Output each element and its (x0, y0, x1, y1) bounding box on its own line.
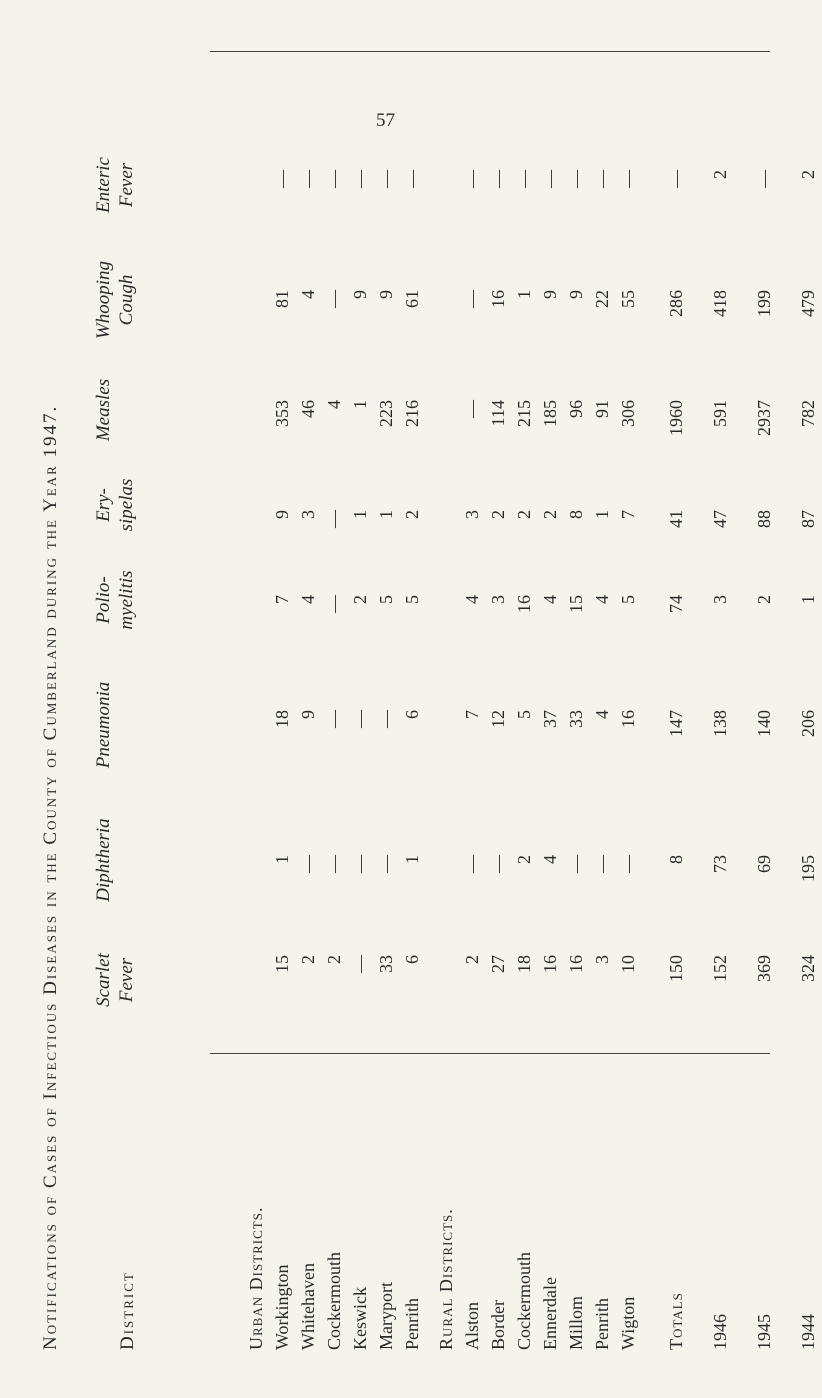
cell-whooping: 9 (540, 290, 560, 299)
cell-pneumonia: 138 (710, 710, 730, 737)
cell-pneumonia: 206 (798, 710, 818, 737)
cell-measles: 223 (376, 400, 396, 427)
row-label: Cockermouth (514, 1252, 534, 1350)
cell-ery: 2 (488, 510, 508, 519)
cell-polio: 4 (540, 595, 560, 604)
cell-measles: 306 (618, 400, 638, 427)
cell-measles: 1960 (666, 400, 686, 436)
row-label: Workington (272, 1264, 292, 1350)
cell-measles: 782 (798, 400, 818, 427)
cell-diphtheria: 2 (514, 855, 534, 864)
row-label: Border (488, 1300, 508, 1350)
cell-scarlet: 27 (488, 955, 508, 973)
cell-measles: 4 (324, 400, 344, 409)
row-label: Penrith (402, 1298, 422, 1350)
cell-pneumonia: 12 (488, 710, 508, 728)
cell-enteric: — (618, 170, 638, 188)
section-label: Urban Districts. (246, 1206, 266, 1350)
cell-measles: 185 (540, 400, 560, 427)
cell-whooping: 286 (666, 290, 686, 317)
header-erysipelas: Ery-sipelas (93, 478, 137, 532)
row-label: Ennerdale (540, 1277, 560, 1350)
cell-whooping: — (462, 290, 482, 308)
cell-pneumonia: — (350, 710, 370, 728)
row-label: Totals (666, 1292, 686, 1350)
cell-scarlet: 152 (710, 955, 730, 982)
cell-polio: 3 (710, 595, 730, 604)
table-row (514, 50, 538, 1350)
cell-whooping: 9 (350, 290, 370, 299)
row-label: Millom (566, 1295, 586, 1350)
table-row (754, 50, 778, 1350)
cell-ery: 2 (514, 510, 534, 519)
cell-polio: 4 (298, 595, 318, 604)
section-heading (436, 50, 460, 1350)
cell-diphtheria: 8 (666, 855, 686, 864)
cell-whooping: 4 (298, 290, 318, 299)
cell-whooping: 1 (514, 290, 534, 299)
cell-whooping: 16 (488, 290, 508, 308)
cell-scarlet: 2 (462, 955, 482, 964)
cell-polio: 15 (566, 595, 586, 613)
cell-whooping: 55 (618, 290, 638, 308)
cell-enteric: — (540, 170, 560, 188)
cell-scarlet: 2 (324, 955, 344, 964)
cell-whooping: 61 (402, 290, 422, 308)
cell-ery: 2 (402, 510, 422, 519)
cell-enteric: — (402, 170, 422, 188)
cell-enteric: — (754, 170, 774, 188)
row-label: Maryport (376, 1282, 396, 1350)
header-diphtheria: Diphtheria (93, 818, 114, 902)
cell-diphtheria: — (324, 855, 344, 873)
cell-ery: 47 (710, 510, 730, 528)
cell-pneumonia: 18 (272, 710, 292, 728)
cell-enteric: — (350, 170, 370, 188)
cell-polio: 4 (462, 595, 482, 604)
page-number: 57 (376, 110, 395, 131)
cell-diphtheria: — (618, 855, 638, 873)
table-row (462, 50, 486, 1350)
header-district: District (117, 1271, 138, 1350)
section-label: Rural Districts. (436, 1208, 456, 1350)
cell-measles: 353 (272, 400, 292, 427)
cell-measles: — (462, 400, 482, 418)
row-label: 1946 (710, 1314, 730, 1350)
cell-diphtheria: 1 (272, 855, 292, 864)
cell-enteric: — (514, 170, 534, 188)
row-label: Keswick (350, 1287, 370, 1350)
cell-enteric: — (376, 170, 396, 188)
header-scarlet-fever: Scarlet Fever (93, 953, 137, 1007)
cell-diphtheria: 4 (540, 855, 560, 864)
cell-pneumonia: 9 (298, 710, 318, 719)
cell-ery: 1 (592, 510, 612, 519)
table-row (488, 50, 512, 1350)
cell-enteric: — (462, 170, 482, 188)
cell-ery: 2 (540, 510, 560, 519)
cell-diphtheria: — (566, 855, 586, 873)
cell-pneumonia: 33 (566, 710, 586, 728)
cell-whooping: 9 (376, 290, 396, 299)
cell-scarlet: 2 (298, 955, 318, 964)
cell-whooping: 9 (566, 290, 586, 299)
table-row (298, 50, 322, 1350)
cell-enteric: — (592, 170, 612, 188)
table-row (402, 50, 426, 1350)
cell-ery: 9 (272, 510, 292, 519)
cell-polio: 5 (376, 595, 396, 604)
cell-whooping: 22 (592, 290, 612, 308)
header-enteric-fever: Enteric Fever (93, 157, 137, 213)
cell-diphtheria: — (462, 855, 482, 873)
header-measles: Measles (93, 378, 114, 442)
cell-ery: 8 (566, 510, 586, 519)
cell-polio: 2 (350, 595, 370, 604)
cell-pneumonia: — (376, 710, 396, 728)
row-label: Cockermouth (324, 1252, 344, 1350)
cell-diphtheria: — (488, 855, 508, 873)
cell-pneumonia: 5 (514, 710, 534, 719)
cell-polio: 1 (798, 595, 818, 604)
cell-pneumonia: 140 (754, 710, 774, 737)
cell-scarlet: 150 (666, 955, 686, 982)
cell-diphtheria: — (592, 855, 612, 873)
table-row (618, 50, 642, 1350)
row-label: Alston (462, 1301, 482, 1350)
cell-enteric: 2 (710, 170, 730, 179)
cell-whooping: 418 (710, 290, 730, 317)
cell-diphtheria: 69 (754, 855, 774, 873)
cell-enteric: — (298, 170, 318, 188)
cell-measles: 91 (592, 400, 612, 418)
cell-diphtheria: 1 (402, 855, 422, 864)
table-title (40, 50, 74, 1350)
cell-diphtheria: 73 (710, 855, 730, 873)
cell-measles: 216 (402, 400, 422, 427)
cell-measles: 215 (514, 400, 534, 427)
cell-diphtheria: — (298, 855, 318, 873)
cell-polio: 3 (488, 595, 508, 604)
cell-pneumonia: 4 (592, 710, 612, 719)
cell-measles: 2937 (754, 400, 774, 436)
cell-pneumonia: — (324, 710, 344, 728)
cell-scarlet: 324 (798, 955, 818, 982)
cell-polio: 2 (754, 595, 774, 604)
cell-ery: 41 (666, 510, 686, 528)
cell-measles: 114 (488, 400, 508, 427)
cell-polio: 7 (272, 595, 292, 604)
cell-whooping: 81 (272, 290, 292, 308)
section-heading (246, 50, 270, 1350)
cell-ery: 1 (376, 510, 396, 519)
cell-polio: — (324, 595, 344, 613)
table-row (376, 50, 400, 1350)
cell-scarlet: 16 (540, 955, 560, 973)
header-whooping-cough: Whooping Cough (93, 260, 137, 340)
row-label: Penrith (592, 1298, 612, 1350)
row-label: 1945 (754, 1314, 774, 1350)
cell-scarlet: 18 (514, 955, 534, 973)
cell-diphtheria: — (376, 855, 396, 873)
cell-whooping: — (324, 290, 344, 308)
cell-ery: 1 (350, 510, 370, 519)
cell-measles: 591 (710, 400, 730, 427)
cell-ery: 87 (798, 510, 818, 528)
cell-ery: 3 (462, 510, 482, 519)
row-label: Wigton (618, 1296, 638, 1350)
cell-ery: — (324, 510, 344, 528)
table-row (272, 50, 296, 1350)
cell-enteric: — (272, 170, 292, 188)
title-text: Notifications of Cases of Infectious Diseases in the County of Cumberland during the Year 1947. (40, 404, 61, 1350)
cell-ery: 3 (298, 510, 318, 519)
cell-polio: 74 (666, 595, 686, 613)
cell-enteric: — (566, 170, 586, 188)
table-row (710, 50, 734, 1350)
cell-scarlet: 15 (272, 955, 292, 973)
table-row (566, 50, 590, 1350)
cell-diphtheria: 195 (798, 855, 818, 882)
cell-polio: 16 (514, 595, 534, 613)
table-row (350, 50, 374, 1350)
rotated-table (40, 50, 818, 1350)
cell-measles: 96 (566, 400, 586, 418)
cell-pneumonia: 7 (462, 710, 482, 719)
header-pneumonia: Pneumonia (93, 681, 114, 769)
cell-pneumonia: 6 (402, 710, 422, 719)
cell-diphtheria: — (350, 855, 370, 873)
cell-enteric: — (488, 170, 508, 188)
cell-whooping: 199 (754, 290, 774, 317)
cell-ery: 7 (618, 510, 638, 519)
cell-scarlet: 6 (402, 955, 422, 964)
cell-polio: 5 (618, 595, 638, 604)
table-row (540, 50, 564, 1350)
table-row (798, 50, 822, 1350)
cell-whooping: 479 (798, 290, 818, 317)
cell-measles: 1 (350, 400, 370, 409)
cell-enteric: — (324, 170, 344, 188)
cell-pneumonia: 147 (666, 710, 686, 737)
cell-scarlet: 369 (754, 955, 774, 982)
cell-scarlet: — (350, 955, 370, 973)
cell-scarlet: 16 (566, 955, 586, 973)
cell-ery: 88 (754, 510, 774, 528)
header-poliomyelitis: Polio-myelitis (93, 570, 137, 630)
table-row (666, 50, 690, 1350)
row-label: Whitehaven (298, 1263, 318, 1350)
cell-scarlet: 10 (618, 955, 638, 973)
cell-polio: 4 (592, 595, 612, 604)
cell-measles: 46 (298, 400, 318, 418)
table-row (324, 50, 348, 1350)
cell-scarlet: 33 (376, 955, 396, 973)
cell-enteric: — (666, 170, 686, 188)
table-row (592, 50, 616, 1350)
cell-enteric: 2 (798, 170, 818, 179)
cell-pneumonia: 37 (540, 710, 560, 728)
row-label: 1944 (798, 1314, 818, 1350)
cell-scarlet: 3 (592, 955, 612, 964)
cell-polio: 5 (402, 595, 422, 604)
cell-pneumonia: 16 (618, 710, 638, 728)
